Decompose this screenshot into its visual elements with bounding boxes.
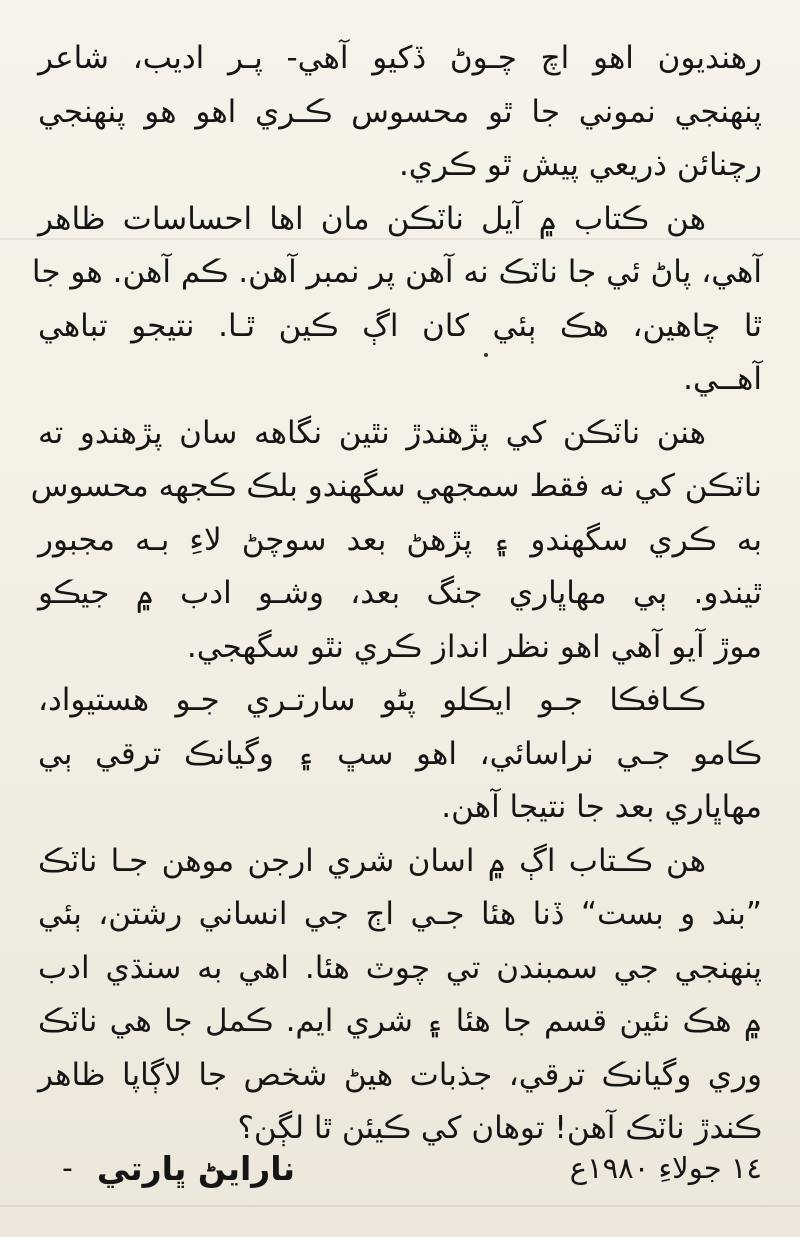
text-line: ٿا چاهين، هڪ ٻئي کان اڳ ڪين ٿـا. نتيجو تباهي [38, 307, 762, 344]
text-line: موڙ آيو آهي اهو نظر انداز ڪري نٿو سگهجي. [186, 628, 762, 665]
paragraph-3 [30, 407, 762, 675]
text-line: پنهنجي جي سمبندن تي چوٽ هئا. اهي به سنڌي ادب [38, 949, 762, 986]
paragraph-2 [31, 193, 762, 407]
paragraph-1 [38, 32, 762, 193]
text-line: رچنائن ذريعي پيش ٿو ڪري. [398, 147, 762, 183]
text-line: آهي، پاڻ ئي جا ناٽڪ نه آهن پر نمبر آهن. ڪم آهن. هو جا [31, 254, 762, 290]
signature-footer [38, 1142, 762, 1194]
text-line: ٿيندو. ٻي مهاڀاري جنگ بعد، وشـو ادب ۾ جيڪو [38, 575, 762, 611]
ink-dot [484, 353, 488, 357]
text-line: ڪندڙ ناٽڪ آهن! توهان کي ڪيئن ٿا لڳن؟ [237, 1110, 762, 1146]
text-line: ڪـافڪا جـو ايڪلو پڻو سارتـري جـو هستيواد، [38, 682, 706, 718]
text-line: رهنديون اهو اچ چـوڻ ڏکيو آهي- پـر اديب، شاعر [38, 40, 762, 76]
show-through-line [0, 1205, 800, 1207]
body-text [30, 32, 762, 1156]
text-line: مهاڀاري بعد جا نتيجا آهن. [441, 789, 762, 825]
text-line: هن ڪتاب ۾ آيل ناٽڪن مان اها احساسات ظاهر [38, 200, 706, 237]
paragraph-4 [38, 674, 762, 835]
text-line: ناٽڪن کي نه فقط سمجهي سگهندو بلڪ ڪجهه محسوس [30, 468, 762, 504]
text-line: به ڪري سگهندو ۽ پڙهڻ بعد سوچڻ لاءِ بـه مجبور [38, 521, 762, 558]
footer-date: ١٤ جولاءِ ١٩٨٠ع [569, 1151, 762, 1185]
paragraph-5 [38, 835, 762, 1156]
text-line: آهــي. [683, 361, 762, 397]
text-line: وري وگيانڪ ترقي، جذبات هيڻ شخص جا لاڳاپا ظاهر [38, 1056, 762, 1093]
text-line: پنهنجي نموني جا ٿو محسوس ڪـري اهو هو پنهنجي [38, 93, 762, 130]
text-line: ڪامو جـي نراسائي، اهو سڀ ۽ وگيانڪ ترقي ٻي [38, 735, 762, 772]
text-line: ۾ هڪ نئين قسم جا هئا ۽ شري ايم. ڪمل جا هي ناٽڪ [38, 1003, 762, 1039]
text-line: هن ڪـتاب اڳ ۾ اسان شري ارجن موهن جـا ناٽڪ [38, 842, 706, 879]
text-line: هنن ناٽڪن کي پڙهندڙ نٿين نگاهه سان پڙهندو ته [38, 414, 706, 451]
signature-dash: - [62, 1150, 73, 1186]
author-signature: نارايڻ ڀارتي [96, 1148, 296, 1188]
text-line: ”بند و بست“ ڏنا هئا جـي اڄ جي انساني رشتن، ٻئي [38, 896, 762, 932]
signature-group [38, 1149, 295, 1188]
